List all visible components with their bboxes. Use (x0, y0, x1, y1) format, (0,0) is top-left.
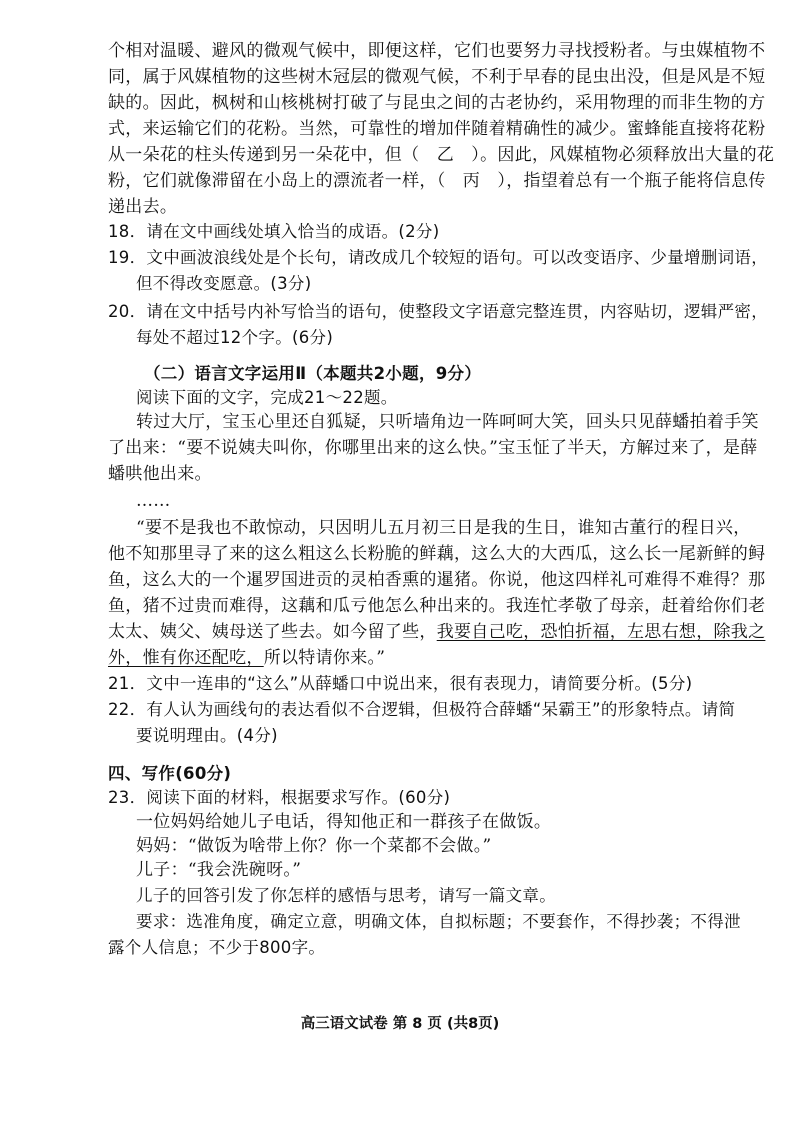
question-20-cont: 每处不超过12个字。(6分) (136, 328, 334, 347)
passage-line: 式，来运输它们的花粉。当然，可靠性的增加伴随着精确性的减少。蜜蜂能直接将花粉 (108, 119, 766, 139)
dialogue-line: “要不是我也不敢惊动，只因明儿五月初三日是我的生日，谁知古董行的程日兴， (136, 518, 751, 538)
story-line: 转过大厅，宝玉心里还自狐疑，只听墙角边一阵呵呵大笑，回头只见薛蟠拍着手笑 (136, 412, 759, 432)
underlined-sentence: 外，惟有你还配吃， (108, 648, 264, 668)
question-19: 19．文中画波浪线处是个长句，请改成几个较短的语句。可以改变语序、少量增删词语， (108, 248, 768, 267)
writing-requirements-cont: 露个人信息；不少于800字。 (108, 938, 326, 957)
section-4-title: 四、写作(60分) (108, 764, 232, 783)
story-line: 蟠哄他出来。 (108, 464, 212, 484)
passage-line: 粉，它们就像滞留在小岛上的漂流者一样，（ 丙 ），指望着总有一个瓶子能将信息传 (108, 171, 766, 191)
material-line: 儿子：“我会洗碗呀。” (136, 860, 302, 880)
dialogue-text: 太太、姨父、姨母送了些去。如今留了些， (108, 622, 437, 642)
passage-line: 缺的。因此，枫树和山核桃树打破了与昆虫之间的古老协约，采用物理的而非生物的方 (108, 93, 766, 113)
material-line: 一位妈妈给她儿子电话，得知他正和一群孩子在做饭。 (136, 812, 552, 832)
passage-line: 个相对温暖、避风的微观气候中，即便这样，它们也要努力寻找授粉者。与虫媒植物不 (108, 41, 766, 61)
passage-line: 递出去。 (108, 197, 178, 217)
section-2-title: （二）语言文字运用Ⅱ（本题共2小题，9分） (144, 364, 482, 383)
story-line: 了出来：“要不说姨夫叫你，你哪里出来的这么快。”宝玉怔了半天，方解过来了，是薛 (108, 438, 758, 458)
dialogue-line: 他不知那里寻了来的这么粗这么长粉脆的鲜藕，这么大的大西瓜，这么长一尾新鲜的鲟 (108, 544, 766, 564)
material-line: 妈妈：“做饭为啥带上你？你一个菜都不会做。” (136, 836, 492, 856)
underlined-sentence: 我要自己吃，恐怕折福，左思右想，除我之 (436, 622, 766, 642)
dialogue-line: 鱼，这么大的一个暹罗国进贡的灵柏香熏的暹猪。你说，他这四样礼可难得不难得？那 (108, 570, 766, 590)
writing-requirements: 要求：选准角度，确定立意，明确文体，自拟标题；不要套作，不得抄袭；不得泄 (136, 912, 741, 931)
dialogue-line-with-underline (108, 647, 385, 669)
dialogue-text: 所以特请你来。” (263, 648, 386, 668)
question-20: 20．请在文中括号内补写恰当的语句，使整段文字语意完整连贯，内容贴切，逻辑严密， (108, 302, 768, 321)
question-22: 22．有人认为画线句的表达看似不合逻辑，但极符合薛蟠“呆霸王”的形象特点。请简 (108, 700, 736, 719)
passage-line: 同，属于风媒植物的这些树木冠层的微观气候，不利于早春的昆虫出没，但是风是不短 (108, 67, 766, 87)
dialogue-line: 鱼，猪不过贵而难得，这藕和瓜亏他怎么种出来的。我连忙孝敬了母亲，赶着给你们老 (108, 596, 766, 616)
question-21: 21．文中一连串的“这么”从薛蟠口中说出来，很有表现力，请简要分析。(5分) (108, 674, 693, 693)
question-19-cont: 但不得改变愿意。(3分) (136, 274, 312, 293)
page-footer: 高三语文试卷 第 8 页 (共8页) (300, 1016, 500, 1032)
question-18: 18．请在文中画线处填入恰当的成语。(2分) (108, 222, 440, 241)
question-23: 23．阅读下面的材料，根据要求写作。(60分) (108, 788, 451, 807)
ellipsis: …… (136, 491, 171, 511)
writing-prompt: 儿子的回答引发了你怎样的感悟与思考，请写一篇文章。 (136, 886, 556, 905)
question-22-cont: 要说明理由。(4分) (136, 726, 278, 745)
dialogue-line-with-underline (108, 621, 765, 643)
section-2-intro: 阅读下面的文字，完成21～22题。 (136, 388, 398, 407)
passage-line: 从一朵花的柱头传递到另一朵花中，但（ 乙 ）。因此，风媒植物必须释放出大量的花 (108, 145, 775, 165)
